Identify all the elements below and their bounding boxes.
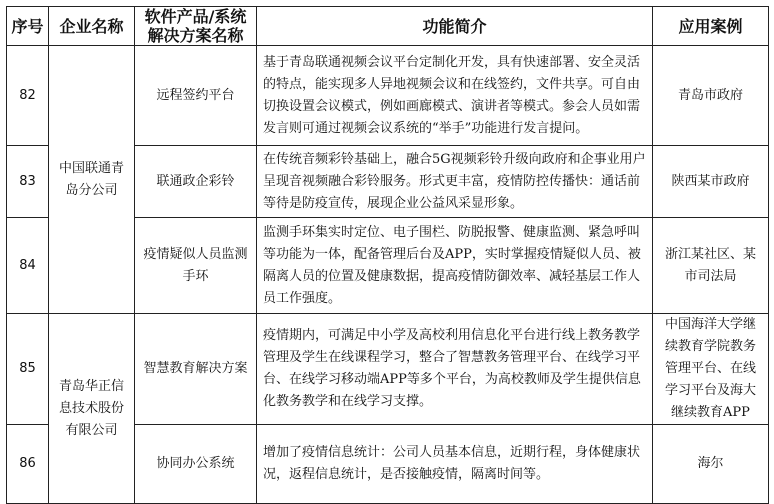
row-seq: 83: [7, 146, 49, 218]
header-seq: 序号: [7, 7, 49, 46]
function-description: 在传统音频彩铃基础上，融合5G视频彩铃升级向政府和企事业用户呈现音视频融合彩铃服务。形式更丰富，疫情防控传播快：通话前等待是防疫宣传，展现企业公益风采显形象。: [257, 146, 653, 218]
row-seq: 84: [7, 218, 49, 314]
company-name: 青岛华正信息技术股份有限公司: [49, 314, 135, 504]
function-description: 增加了疫情信息统计：公司人员基本信息，近期行程，身体健康状况，返程信息统计，是否接触疫情，隔离时间等。: [257, 425, 653, 504]
application-case: 青岛市政府: [653, 46, 769, 146]
header-company: 企业名称: [49, 7, 135, 46]
function-description: 基于青岛联通视频会议平台定制化开发，具有快速部署、安全灵活的特点，能实现多人异地视频会议和在线签约，文件共享。可自由切换设置会议模式，例如画廊模式、演讲者等模式。参会人员如需发言则可通过视频会议系统的“举手”功能进行发言提问。: [257, 46, 653, 146]
table-row: [7, 46, 769, 146]
product-name: 联通政企彩铃: [135, 146, 257, 218]
function-description: 监测手环集实时定位、电子围栏、防脱报警、健康监测、紧急呼叫等功能为一体，配备管理后台及APP，实时掌握疫情疑似人员、被隔离人员的位置及健康数据，提高疫情防御效率、减轻基层工作人员工作强度。: [257, 218, 653, 314]
application-case: 中国海洋大学继续教育学院教务管理平台、在线学习平台及海大继续教育APP: [653, 314, 769, 425]
function-description: 疫情期内，可满足中小学及高校利用信息化平台进行线上教务教学管理及学生在线课程学习，整合了智慧教务管理平台、在线学习平台、在线学习移动端APP等多个平台，为高校教师及学生提供信息化教务教学和在线学习支撑。: [257, 314, 653, 425]
software-products-table: [6, 6, 769, 504]
row-seq: 85: [7, 314, 49, 425]
header-case: 应用案例: [653, 7, 769, 46]
header-product: 软件产品/系统解决方案名称: [135, 7, 257, 46]
application-case: 海尔: [653, 425, 769, 504]
header-function: 功能简介: [257, 7, 653, 46]
table-header-row: [7, 7, 769, 46]
application-case: 浙江某社区、某市司法局: [653, 218, 769, 314]
row-seq: 82: [7, 46, 49, 146]
product-name: 智慧教育解决方案: [135, 314, 257, 425]
product-name: 远程签约平台: [135, 46, 257, 146]
application-case: 陕西某市政府: [653, 146, 769, 218]
company-name: 中国联通青岛分公司: [49, 46, 135, 314]
product-name: 协同办公系统: [135, 425, 257, 504]
row-seq: 86: [7, 425, 49, 504]
table-row: [7, 314, 769, 425]
product-name: 疫情疑似人员监测手环: [135, 218, 257, 314]
